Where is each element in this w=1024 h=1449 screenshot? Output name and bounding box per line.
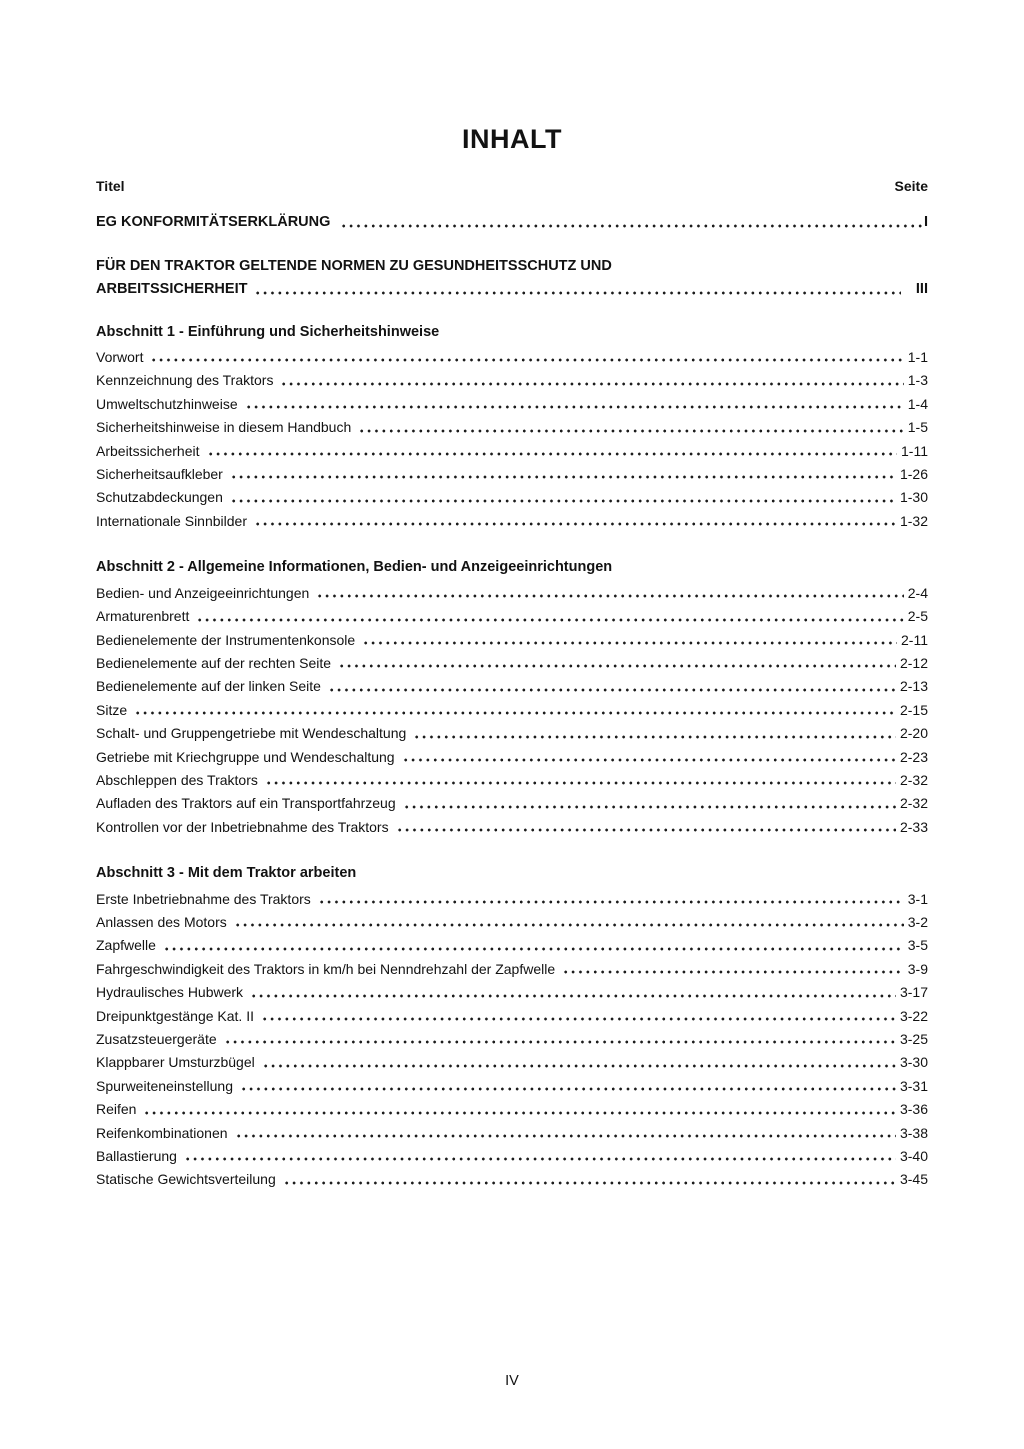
- toc-entry: [96, 1098, 928, 1121]
- entry-page-ref: I: [923, 214, 928, 231]
- dot-leader: [230, 463, 896, 486]
- section-heading: Abschnitt 2 - Allgemeine Informationen, Bedien- und Anzeigeeinrichtungen: [96, 559, 613, 576]
- entry-page-ref: 2-12: [899, 654, 928, 671]
- toc-sections: [96, 321, 928, 1192]
- dot-leader: [261, 1005, 896, 1028]
- entry-page-ref: 1-5: [907, 419, 928, 436]
- toc-section: [96, 556, 928, 839]
- column-header-row: [96, 175, 928, 198]
- entry-page-ref: III: [915, 281, 928, 298]
- entry-label: Hydraulisches Hubwerk: [96, 984, 244, 1001]
- toc-entry: [96, 934, 928, 957]
- toc-entry: [96, 582, 928, 605]
- dot-leader: [340, 211, 922, 234]
- entry-label: Bedienelemente der Instrumentenkonsole: [96, 631, 356, 648]
- entry-label: Sicherheitshinweise in diesem Handbuch: [96, 419, 352, 436]
- entry-label: Aufladen des Traktors auf ein Transportfahrzeug: [96, 795, 396, 812]
- entry-page-ref: 3-25: [899, 1031, 928, 1047]
- dot-leader: [402, 746, 896, 769]
- entry-page-ref: 1-32: [899, 512, 928, 529]
- entry-page-ref: 3-45: [899, 1171, 928, 1188]
- entry-page-ref: 2-33: [899, 818, 928, 835]
- toc-entry: [96, 1005, 928, 1028]
- entry-label: Abschleppen des Traktors: [96, 771, 258, 788]
- dot-leader: [318, 888, 904, 911]
- section-entries: [96, 346, 928, 533]
- toc-section: [96, 862, 928, 1192]
- toc-entry: [96, 510, 928, 533]
- entry-page-ref: 3-17: [899, 984, 928, 1001]
- entry-page-ref: 3-30: [899, 1054, 928, 1071]
- entry-label: Kennzeichnung des Traktors: [96, 372, 274, 389]
- entry-page-ref: 3-40: [899, 1148, 928, 1165]
- section-entries: [96, 888, 928, 1192]
- entry-label: Schalt- und Gruppengetriebe mit Wendeschaltung: [96, 725, 407, 742]
- entry-label: Arbeitssicherheit: [96, 442, 200, 459]
- entry-label: Klappbarer Umsturzbügel: [96, 1054, 255, 1071]
- toc-entry: [96, 792, 928, 815]
- entry-label: Reifen: [96, 1101, 137, 1118]
- column-header-seite: Seite: [894, 178, 928, 194]
- dot-leader: [328, 675, 896, 698]
- entry-label: Fahrgeschwindigkeit des Traktors in km/h bei Nenndrehzahl der Zapfwelle: [96, 960, 556, 977]
- toc-entry: [96, 1122, 928, 1145]
- entry-label: Umweltschutzhinweise: [96, 395, 238, 412]
- entry-label: Sicherheitsaufkleber: [96, 466, 223, 483]
- dot-leader: [245, 393, 904, 416]
- entry-label: Kontrollen vor der Inbetriebnahme des Traktors: [96, 818, 389, 835]
- toc-entry: [96, 911, 928, 934]
- section-heading: Abschnitt 3 - Mit dem Traktor arbeiten: [96, 865, 357, 882]
- dot-leader: [196, 605, 903, 628]
- dot-leader: [240, 1075, 896, 1098]
- front-matter-entry-norms: [96, 255, 928, 302]
- dot-leader: [235, 1122, 896, 1145]
- dot-leader: [230, 486, 896, 509]
- dot-leader: [362, 629, 897, 652]
- entry-page-ref: 2-32: [899, 771, 928, 788]
- toc-entry: [96, 1145, 928, 1168]
- entry-label: Bedienelemente auf der rechten Seite: [96, 654, 332, 671]
- toc-entry: [96, 652, 928, 675]
- entry-page-ref: 1-30: [899, 489, 928, 506]
- entry-label: Reifenkombinationen: [96, 1124, 228, 1141]
- dot-leader: [250, 981, 896, 1004]
- dot-leader: [254, 510, 896, 533]
- entry-label: Schutzabdeckungen: [96, 489, 223, 506]
- entry-page-ref: 1-4: [907, 395, 928, 412]
- entry-label: Anlassen des Motors: [96, 913, 227, 930]
- entry-page-ref: 3-22: [899, 1007, 928, 1024]
- toc-entry: [96, 1051, 928, 1074]
- toc-entry: [96, 888, 928, 911]
- entry-label-line1: FÜR DEN TRAKTOR GELTENDE NORMEN ZU GESUNDHEITSSCHUTZ UND: [96, 257, 612, 274]
- toc-entry: [96, 958, 928, 981]
- dot-leader: [254, 278, 900, 301]
- page-title: INHALT: [462, 124, 562, 154]
- entry-page-ref: 3-31: [899, 1077, 928, 1094]
- dot-leader: [134, 699, 896, 722]
- entry-page-ref: 1-11: [901, 442, 928, 459]
- entry-page-ref: 2-4: [907, 584, 928, 601]
- entry-page-ref: 2-11: [901, 631, 928, 648]
- dot-leader: [265, 769, 896, 792]
- entry-label: Ballastierung: [96, 1148, 177, 1165]
- dot-leader: [184, 1145, 896, 1168]
- dot-leader: [163, 934, 904, 957]
- entry-label: Vorwort: [96, 349, 144, 366]
- toc-entry: [96, 463, 928, 486]
- column-header-titel: Titel: [96, 178, 125, 194]
- toc-entry: [96, 440, 928, 463]
- toc-entry: [96, 486, 928, 509]
- entry-label: Armaturenbrett: [96, 608, 190, 625]
- toc-entry: [96, 699, 928, 722]
- entry-label: Statische Gewichtsverteilung: [96, 1171, 276, 1188]
- section-heading: Abschnitt 1 - Einführung und Sicherheitshinweise: [96, 323, 440, 340]
- entry-label-line2: ARBEITSSICHERHEIT: [96, 281, 248, 298]
- entry-label: Spurweiteneinstellung: [96, 1077, 233, 1094]
- dot-leader: [283, 1168, 896, 1191]
- section-entries: [96, 582, 928, 839]
- entry-label: Internationale Sinnbilder: [96, 512, 247, 529]
- toc-section: [96, 321, 928, 534]
- toc-entry: [96, 629, 928, 652]
- entry-label: Bedienelemente auf der linken Seite: [96, 678, 321, 695]
- dot-leader: [234, 911, 904, 934]
- entry-page-ref: 2-32: [899, 795, 928, 812]
- entry-page-ref: 3-9: [907, 960, 928, 977]
- dot-leader: [338, 652, 896, 675]
- dot-leader: [396, 816, 896, 839]
- entry-page-ref: 2-13: [899, 678, 928, 695]
- dot-leader: [143, 1098, 896, 1121]
- toc-entry: [96, 1075, 928, 1098]
- dot-leader: [280, 369, 903, 392]
- entry-line2: [96, 278, 928, 301]
- toc-entry: [96, 369, 928, 392]
- entry-label: Zusatzsteuergeräte: [96, 1031, 217, 1047]
- toc-entry: [96, 346, 928, 369]
- toc-entry: [96, 1168, 928, 1191]
- dot-leader: [262, 1051, 896, 1074]
- toc-entry: [96, 981, 928, 1004]
- entry-page-ref: 3-5: [907, 937, 928, 954]
- entry-label: EG KONFORMITÄTSERKLÄRUNG: [96, 214, 331, 231]
- dot-leader: [562, 958, 904, 981]
- page-footer-number: IV: [505, 1373, 519, 1389]
- dot-leader: [224, 1028, 896, 1051]
- entry-page-ref: 3-2: [907, 913, 928, 930]
- dot-leader: [316, 582, 903, 605]
- dot-leader: [150, 346, 903, 369]
- entry-page-ref: 2-15: [899, 701, 928, 718]
- toc-entry: [96, 816, 928, 839]
- dot-leader: [358, 416, 904, 439]
- entry-label: Erste Inbetriebnahme des Traktors: [96, 890, 311, 907]
- dot-leader: [413, 722, 896, 745]
- toc-entry: [96, 769, 928, 792]
- toc-entry: [96, 675, 928, 698]
- entry-label: Dreipunktgestänge Kat. II: [96, 1007, 254, 1024]
- entry-page-ref: 1-1: [907, 349, 928, 366]
- dot-leader: [403, 792, 896, 815]
- entry-page-ref: 2-23: [899, 748, 928, 765]
- entry-page-ref: 2-5: [907, 608, 928, 625]
- toc-entry: [96, 393, 928, 416]
- front-matter-entry-eg: [96, 211, 928, 234]
- entry-label: Sitze: [96, 701, 128, 718]
- toc-entry: [96, 605, 928, 628]
- entry-page-ref: 2-20: [899, 725, 928, 742]
- entry-label: Getriebe mit Kriechgruppe und Wendeschaltung: [96, 748, 395, 765]
- entry-page-ref: 3-36: [899, 1101, 928, 1118]
- entry-page-ref: 1-26: [899, 466, 928, 483]
- entry-label: Zapfwelle: [96, 937, 156, 954]
- entry-page-ref: 3-1: [907, 890, 928, 907]
- entry-page-ref: 3-38: [899, 1124, 928, 1141]
- toc-entry: [96, 1028, 928, 1051]
- toc-entry: [96, 416, 928, 439]
- entry-label: Bedien- und Anzeigeeinrichtungen: [96, 584, 310, 601]
- toc-entry: [96, 722, 928, 745]
- entry-page-ref: 1-3: [907, 372, 928, 389]
- dot-leader: [207, 440, 898, 463]
- toc-entry: [96, 746, 928, 769]
